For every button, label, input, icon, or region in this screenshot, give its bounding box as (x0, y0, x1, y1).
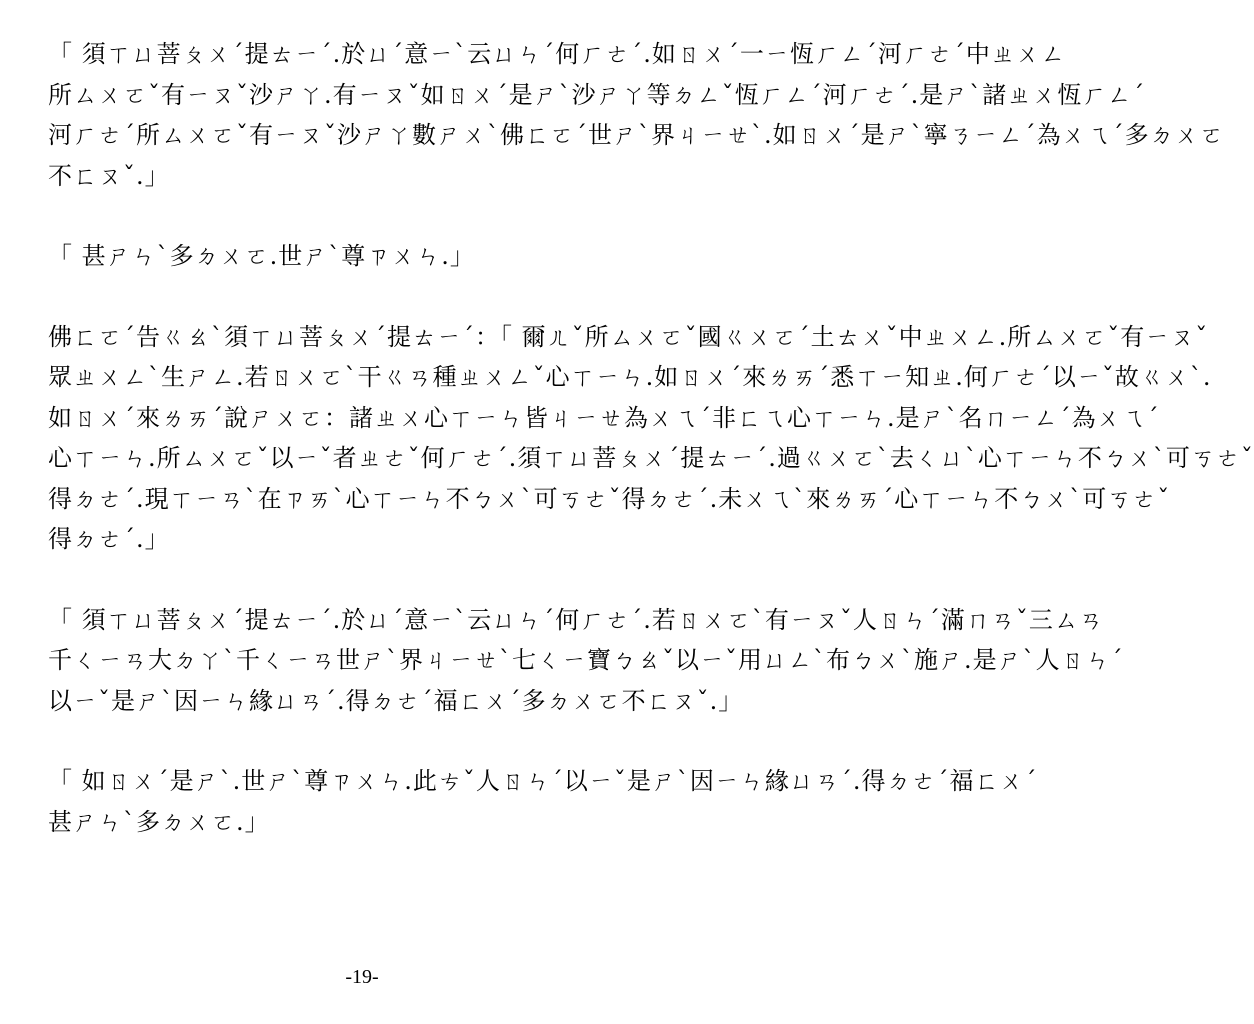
text-line: 如ㄖㄨˊ來ㄌㄞˊ說ㄕㄨㄛ：諸ㄓㄨ心ㄒㄧㄣ皆ㄐㄧㄝ為ㄨㄟˊ非ㄈㄟ心ㄒㄧㄣ.是ㄕˋ名ㄇㄧㄥˊ為ㄨㄟˊ (48, 403, 1160, 432)
text-line: 「 甚ㄕㄣˋ多ㄉㄨㄛ.世ㄕˋ尊ㄗㄨㄣ.」 (48, 242, 475, 270)
text-line: 心ㄒㄧㄣ.所ㄙㄨㄛˇ以ㄧˇ者ㄓㄜˇ何ㄏㄜˊ.須ㄒㄩ菩ㄆㄨˊ提ㄊㄧˊ.過ㄍㄨㄛˋ去ㄑㄩˋ心ㄒㄧㄣ不ㄅㄨˋ可ㄎㄜˇ (48, 444, 1254, 472)
page-number: -19- (345, 966, 379, 988)
text-line: 「 須ㄒㄩ菩ㄆㄨˊ提ㄊㄧˊ.於ㄩˊ意ㄧˋ云ㄩㄣˊ何ㄏㄜˊ.若ㄖㄨㄛˋ有ㄧㄡˇ人ㄖㄣˊ滿ㄇㄢˇ三ㄙㄢ (48, 605, 1104, 634)
paragraph-3 (48, 317, 1254, 560)
document-body (48, 34, 1254, 882)
text-line: 「 須ㄒㄩ菩ㄆㄨˊ提ㄊㄧˊ.於ㄩˊ意ㄧˋ云ㄩㄣˊ何ㄏㄜˊ.如ㄖㄨˊ一ㄧ恆ㄏㄥˊ河ㄏㄜˊ中ㄓㄨㄥ (48, 40, 1066, 68)
text-line: 不ㄈㄡˇ.」 (48, 161, 170, 190)
text-line: 「 如ㄖㄨˊ是ㄕˋ.世ㄕˋ尊ㄗㄨㄣ.此ㄘˇ人ㄖㄣˊ以ㄧˇ是ㄕˋ因ㄧㄣ緣ㄩㄢˊ.得ㄉㄜˊ福ㄈㄨˊ (48, 767, 1038, 795)
paragraph-5 (48, 761, 1038, 842)
paragraph-4 (48, 600, 1124, 722)
text-line: 眾ㄓㄨㄥˋ生ㄕㄥ.若ㄖㄨㄛˋ干ㄍㄢ種ㄓㄨㄥˇ心ㄒㄧㄣ.如ㄖㄨˊ來ㄌㄞˊ悉ㄒㄧ知ㄓ.何ㄏㄜˊ以ㄧˇ故ㄍㄨˋ. (48, 363, 1212, 391)
text-line: 以ㄧˇ是ㄕˋ因ㄧㄣ緣ㄩㄢˊ.得ㄉㄜˊ福ㄈㄨˊ多ㄉㄨㄛ不ㄈㄡˇ.」 (48, 686, 744, 715)
text-line: 所ㄙㄨㄛˇ有ㄧㄡˇ沙ㄕㄚ.有ㄧㄡˇ如ㄖㄨˊ是ㄕˋ沙ㄕㄚ等ㄉㄥˇ恆ㄏㄥˊ河ㄏㄜˊ.是ㄕˋ諸ㄓㄨ恆ㄏㄥˊ (48, 80, 1146, 109)
text-line: 千ㄑㄧㄢ大ㄉㄚˋ千ㄑㄧㄢ世ㄕˋ界ㄐㄧㄝˋ七ㄑㄧ寶ㄅㄠˇ以ㄧˇ用ㄩㄥˋ布ㄅㄨˋ施ㄕ.是ㄕˋ人ㄖㄣˊ (48, 646, 1124, 674)
text-line: 得ㄉㄜˊ.」 (48, 525, 170, 553)
text-line: 佛ㄈㄛˊ告ㄍㄠˋ須ㄒㄩ菩ㄆㄨˊ提ㄊㄧˊ：「 爾ㄦˇ所ㄙㄨㄛˇ國ㄍㄨㄛˊ土ㄊㄨˇ中ㄓㄨㄥ.所ㄙㄨㄛˇ有ㄧㄡˇ (48, 322, 1209, 351)
text-line: 甚ㄕㄣˋ多ㄉㄨㄛ.」 (48, 807, 270, 836)
text-line: 河ㄏㄜˊ所ㄙㄨㄛˇ有ㄧㄡˇ沙ㄕㄚ數ㄕㄨˋ佛ㄈㄛˊ世ㄕˋ界ㄐㄧㄝˋ.如ㄖㄨˊ是ㄕˋ寧ㄋㄧㄥˊ為ㄨㄟˊ多ㄉㄨㄛ (48, 121, 1225, 149)
text-line: 得ㄉㄜˊ.現ㄒㄧㄢˋ在ㄗㄞˋ心ㄒㄧㄣ不ㄅㄨˋ可ㄎㄜˇ得ㄉㄜˊ.未ㄨㄟˋ來ㄌㄞˊ心ㄒㄧㄣ不ㄅㄨˋ可ㄎㄜˇ (48, 484, 1171, 513)
paragraph-1 (48, 34, 1225, 196)
paragraph-2 (48, 236, 688, 277)
